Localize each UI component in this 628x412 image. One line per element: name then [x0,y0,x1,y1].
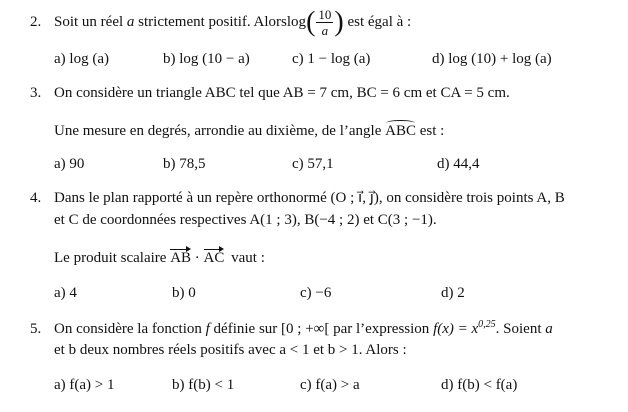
q5-option-b[interactable]: b) f(b) < 1 [172,377,235,393]
q4-dot: · [194,250,200,266]
q5-stem-part1: On considère la fonction [54,321,202,337]
q5-stem-line2: et b deux nombres réels positifs avec a < 1 et b > 1. Alors : [54,342,407,358]
q5-var-a: a [545,321,553,337]
q2-fraction [316,8,333,37]
q3-angle-abc: ABC [385,123,416,139]
q2-option-c[interactable]: c) 1 − log (a) [292,51,371,67]
q2-paren-open: ( [306,6,316,38]
q4-number: 4. [30,190,42,206]
q5-expr-lhs: f(x) = x [433,321,479,337]
q5-option-c[interactable]: c) f(a) > a [300,377,360,393]
q2-var-a: a [126,13,135,30]
q5-f: f [205,321,210,337]
q3-sub-part2: est : [419,123,445,139]
q3-stem-text: On considère un triangle ABC tel que AB = 7 cm, BC = 6 cm et CA = 5 cm. [54,85,510,101]
q3-option-a[interactable]: a) 90 [54,156,85,172]
q2-paren-close: ) [334,6,344,38]
q2-stem-part3: est égal à : [347,13,412,30]
q4-sub-part1: Le produit scalaire [54,250,167,266]
q4-option-a[interactable]: a) 4 [54,285,77,301]
q5-stem-line1 [30,320,553,337]
q3-option-b[interactable]: b) 78,5 [163,156,206,172]
q5-stem-part3: . Soient [495,321,542,337]
q2-frac-num: 10 [318,7,332,22]
q5-number: 5. [30,321,42,337]
q3-option-d[interactable]: d) 44,4 [437,156,480,172]
q4-option-d[interactable]: d) 2 [441,285,465,301]
q3-stem [30,86,510,101]
q2-option-d[interactable]: d) log (10) + log (a) [432,51,552,67]
q4-vector-ac: AC [203,250,225,266]
q2-stem-part1: Soit un réel [54,13,124,30]
q4-subquestion [54,251,265,266]
q4-stem-text1: Dans le plan rapporté à un repère orthonormé (O ; ı⃗, ȷ⃗), on considère trois points A, B [54,190,565,206]
q2-stem [30,8,411,37]
q3-sub-part1: Une mesure en degrés, arrondie au dixième, de l’angle [54,123,382,139]
q5-option-a[interactable]: a) f(a) > 1 [54,377,115,393]
q2-option-b[interactable]: b) log (10 − a) [163,51,250,67]
q5-option-d[interactable]: d) f(b) < f(a) [441,377,518,393]
q5-stem-part2: définie sur [0 ; +∞[ par l’expression [213,321,430,337]
q3-subquestion [54,124,444,139]
q2-stem-part2: strictement positif. Alors [138,13,287,30]
q4-stem-line1 [30,191,565,206]
q2-frac-den: a [321,23,329,38]
q4-stem-line2: et C de coordonnées respectives A(1 ; 3), B(−4 ; 2) et C(3 ; −1). [54,212,437,228]
q5-exponent: 0,25 [478,319,496,330]
q5-expression [433,321,496,337]
q4-option-b[interactable]: b) 0 [172,285,196,301]
q4-option-c[interactable]: c) −6 [300,285,332,301]
q3-option-c[interactable]: c) 57,1 [292,156,334,172]
q4-sub-part2: vaut : [231,250,265,266]
q2-log-word: log [286,13,307,30]
q2-number: 2. [30,13,42,30]
q2-option-a[interactable]: a) log (a) [54,51,109,67]
q4-vector-ab: AB [170,250,192,266]
q3-number: 3. [30,85,42,101]
